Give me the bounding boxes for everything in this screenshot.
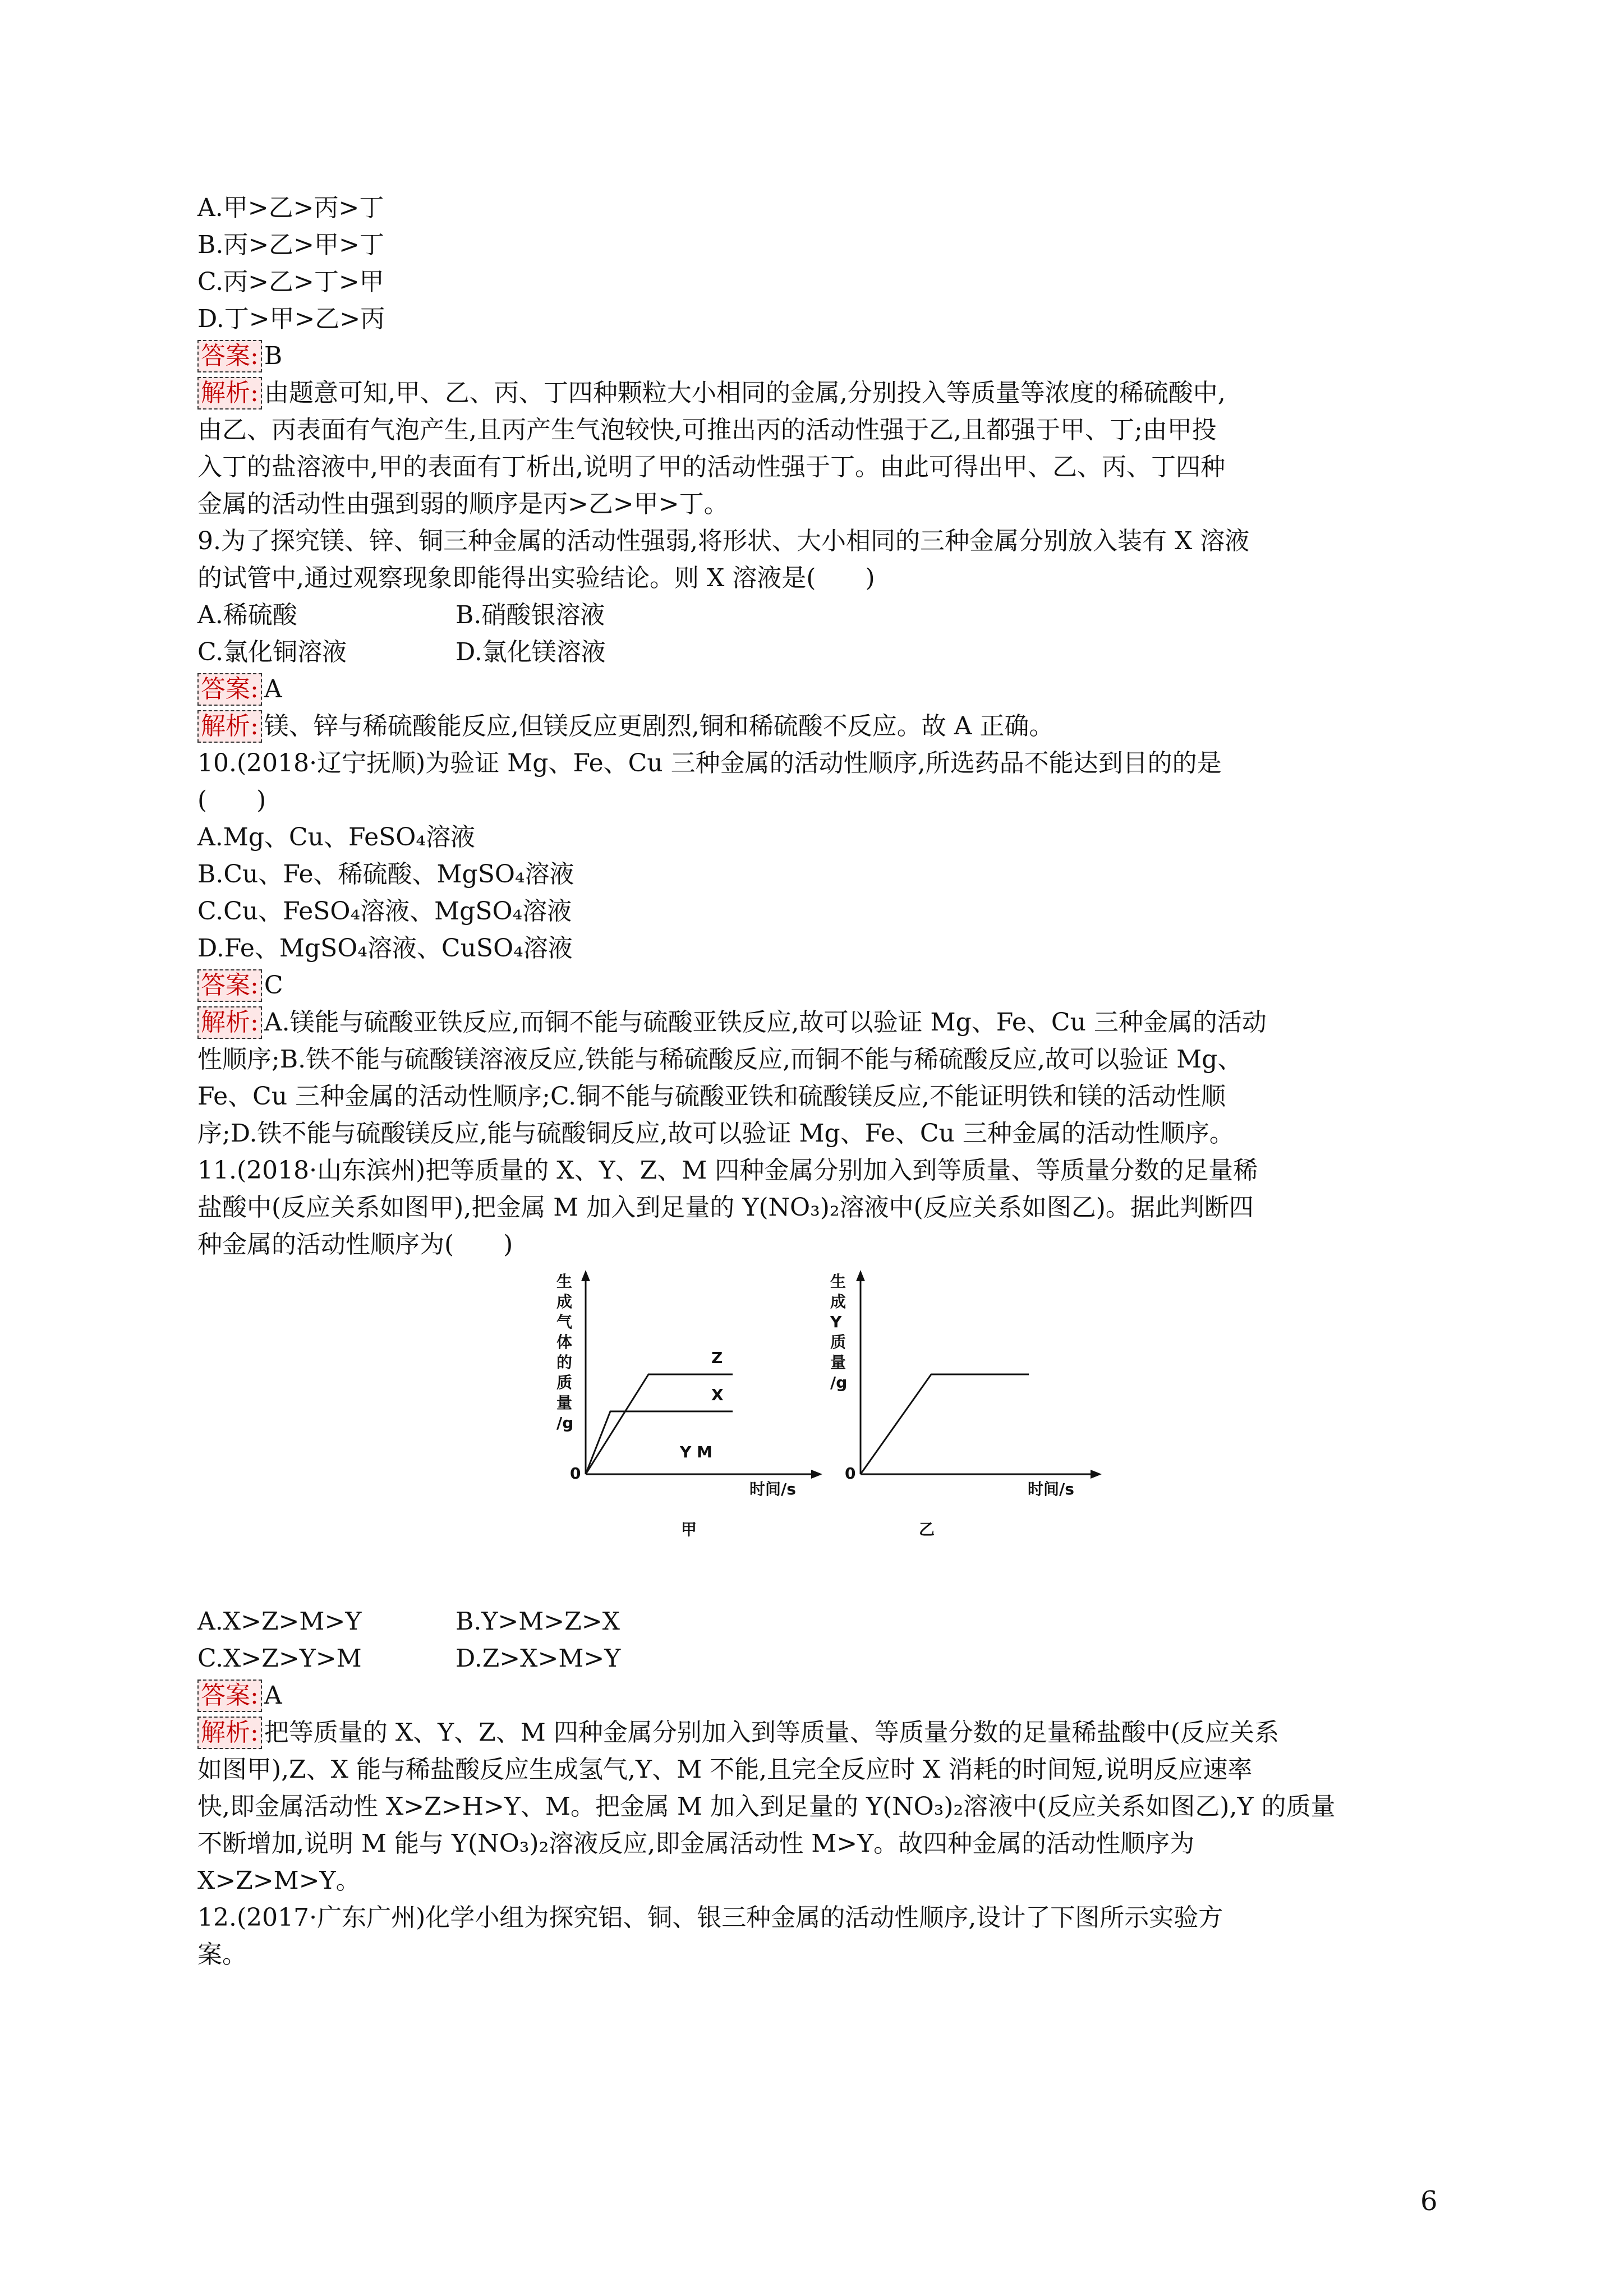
figure-a-ylabel: 质 [556, 1373, 573, 1392]
q10-analysis-line: 性顺序;B.铁不能与硫酸镁溶液反应,铁能与稀硫酸反应,而铜不能与稀硫酸反应,故可以验证 Mg、 [197, 1045, 1243, 1074]
analysis-text: 把等质量的 X、Y、Z、M 四种金属分别加入到等质量、等质量分数的足量稀盐酸中(反应关系 [264, 1718, 1279, 1747]
figure-a-x-arrow [811, 1470, 822, 1479]
figure-b-y-arrow [856, 1270, 865, 1281]
answer-value: B [264, 342, 283, 370]
q10-stem: ( ) [197, 786, 266, 815]
figure-b [830, 1270, 1102, 1539]
analysis-tag: 解析: [197, 377, 262, 409]
q8-option-b: B.丙>乙>甲>丁 [197, 231, 384, 259]
q9-option-c: C.氯化铜溶液 [197, 638, 347, 666]
q10-option-a: A.Mg、Cu、FeSO₄溶液 [197, 823, 475, 852]
q8-analysis-line: 由乙、丙表面有气泡产生,且丙产生气泡较快,可推出丙的活动性强于乙,且都强于甲、丁;由甲投 [197, 416, 1217, 444]
figure-b-caption: 乙 [919, 1520, 935, 1539]
figure-a-caption: 甲 [681, 1520, 697, 1539]
q8-analysis-line: 入丁的盐溶液中,甲的表面有丁析出,说明了甲的活动性强于丁。由此可得出甲、乙、丙、丁四种 [197, 453, 1225, 481]
q11-option-b: B.Y>M>Z>X [456, 1607, 620, 1636]
q10-option-c: C.Cu、FeSO₄溶液、MgSO₄溶液 [197, 897, 572, 926]
analysis-text: 镁、锌与稀硫酸能反应,但镁反应更剧烈,铜和稀硫酸不反应。故 A 正确。 [264, 712, 1054, 740]
q9-options-row [197, 634, 1426, 671]
q10-analysis-line [197, 1004, 1426, 1041]
q11-analysis-line: 快,即金属活动性 X>Z>H>Y、M。把金属 M 加入到足量的 Y(NO₃)₂溶液中(反应关系如图乙),Y 的质量 [197, 1792, 1336, 1821]
answer-tag: 答案: [197, 673, 262, 706]
q10-option-d: D.Fe、MgSO₄溶液、CuSO₄溶液 [197, 934, 573, 963]
figure-b-ylabel: 成 [830, 1292, 846, 1311]
analysis-tag: 解析: [197, 710, 262, 743]
q11-option-a: A.X>Z>M>Y [197, 1607, 362, 1636]
q8-option-a: A.甲>乙>丙>丁 [197, 194, 384, 222]
q8-analysis-line: 金属的活动性由强到弱的顺序是丙>乙>甲>丁。 [197, 490, 729, 518]
q10-answer [197, 967, 1426, 1004]
q12-stem: 案。 [197, 1940, 247, 1969]
figure-a-ylabel: 成 [556, 1292, 573, 1311]
q11-options-row [197, 1640, 1426, 1677]
figure-b-ylabel: /g [830, 1373, 848, 1392]
q11-figures [197, 1267, 1426, 1603]
q9-option-d: D.氯化镁溶液 [456, 638, 606, 666]
q11-answer [197, 1677, 1426, 1714]
figure-a-ylabel: 生 [556, 1272, 573, 1291]
q8-option-c: C.丙>乙>丁>甲 [197, 268, 384, 296]
q9-answer [197, 671, 1426, 708]
q11-analysis-line: 不断增加,说明 M 能与 Y(NO₃)₂溶液反应,即金属活动性 M>Y。故四种金属的活动性顺序为 [197, 1829, 1195, 1858]
figure-b-xlabel: 时间/s [1028, 1480, 1074, 1498]
q11-analysis-line: X>Z>M>Y。 [197, 1866, 361, 1895]
q8-analysis-line [197, 375, 1426, 412]
analysis-tag: 解析: [197, 1006, 262, 1039]
q11-analysis-line: 如图甲),Z、X 能与稀盐酸反应生成氢气,Y、M 不能,且完全反应时 X 消耗的时间短,说明反应速率 [197, 1755, 1253, 1784]
answer-tag: 答案: [197, 340, 262, 372]
q11-stem: 种金属的活动性顺序为( ) [197, 1230, 513, 1259]
q11-options-row [197, 1603, 1426, 1640]
figure-a-ylabel: 气 [556, 1313, 573, 1331]
answer-tag: 答案: [197, 969, 262, 1002]
figure-a [556, 1270, 822, 1539]
figure-b-x-arrow [1091, 1470, 1102, 1479]
q11-figure-svg [197, 1267, 1426, 1603]
figure-b-ylabel: 质 [830, 1333, 846, 1351]
q10-stem: 10.(2018·辽宁抚顺)为验证 Mg、Fe、Cu 三种金属的活动性顺序,所选药品不能达到目的的是 [197, 749, 1222, 777]
q10-option-b: B.Cu、Fe、稀硫酸、MgSO₄溶液 [197, 860, 574, 889]
figure-a-xlabel: 时间/s [749, 1480, 796, 1498]
q11-option-c: C.X>Z>Y>M [197, 1644, 362, 1673]
q11-option-d: D.Z>X>M>Y [456, 1644, 621, 1673]
q9-stem: 的试管中,通过观察现象即能得出实验结论。则 X 溶液是( ) [197, 564, 875, 592]
figure-b-line [861, 1374, 1029, 1474]
figure-a-label-ym: Y M [680, 1443, 712, 1461]
figure-a-label-x: X [711, 1386, 724, 1404]
figure-a-ylabel: 的 [556, 1353, 573, 1372]
figure-a-y-arrow [581, 1270, 590, 1281]
page-content [197, 190, 1426, 1973]
figure-a-ylabel: /g [556, 1414, 574, 1432]
answer-tag: 答案: [197, 1680, 262, 1712]
analysis-text: A.镁能与硫酸亚铁反应,而铜不能与硫酸亚铁反应,故可以验证 Mg、Fe、Cu 三种金属的活动 [264, 1008, 1267, 1037]
figure-a-ylabel: 体 [556, 1333, 573, 1351]
q11-stem: 11.(2018·山东滨州)把等质量的 X、Y、Z、M 四种金属分别加入到等质量、等质量分数的足量稀 [197, 1156, 1258, 1185]
figure-b-ylabel: Y [830, 1313, 842, 1331]
figure-b-ylabel: 生 [830, 1272, 846, 1291]
answer-value: A [264, 675, 282, 703]
figure-a-label-z: Z [711, 1349, 723, 1367]
figure-a-origin: 0 [570, 1464, 581, 1483]
answer-value: A [264, 1681, 282, 1710]
q10-analysis-line: Fe、Cu 三种金属的活动性顺序;C.铜不能与硫酸亚铁和硫酸镁反应,不能证明铁和镁的活动性顺 [197, 1082, 1226, 1111]
analysis-text: 由题意可知,甲、乙、丙、丁四种颗粒大小相同的金属,分别投入等质量等浓度的稀硫酸中, [264, 379, 1226, 407]
q11-analysis-line [197, 1714, 1426, 1751]
q11-stem: 盐酸中(反应关系如图甲),把金属 M 加入到足量的 Y(NO₃)₂溶液中(反应关系如图乙)。据此判断四 [197, 1193, 1254, 1222]
answer-value: C [264, 971, 283, 1000]
analysis-tag: 解析: [197, 1717, 262, 1749]
q9-stem: 9.为了探究镁、锌、铜三种金属的活动性强弱,将形状、大小相同的三种金属分别放入装有 X 溶液 [197, 527, 1250, 555]
q10-analysis-line: 序;D.铁不能与硫酸镁反应,能与硫酸铜反应,故可以验证 Mg、Fe、Cu 三种金属的活动性顺序。 [197, 1119, 1234, 1148]
q9-options-row [197, 597, 1426, 634]
q9-analysis-line [197, 708, 1426, 745]
figure-b-origin: 0 [845, 1464, 856, 1483]
figure-a-ylabel: 量 [556, 1393, 573, 1412]
q9-option-a: A.稀硫酸 [197, 601, 297, 629]
q8-option-d: D.丁>甲>乙>丙 [197, 305, 385, 333]
q9-option-b: B.硝酸银溶液 [456, 601, 605, 629]
q8-answer [197, 338, 1426, 375]
page-number: 6 [1420, 2185, 1438, 2217]
q12-stem: 12.(2017·广东广州)化学小组为探究铝、铜、银三种金属的活动性顺序,设计了下图所示实验方 [197, 1903, 1223, 1932]
figure-b-ylabel: 量 [830, 1353, 846, 1372]
